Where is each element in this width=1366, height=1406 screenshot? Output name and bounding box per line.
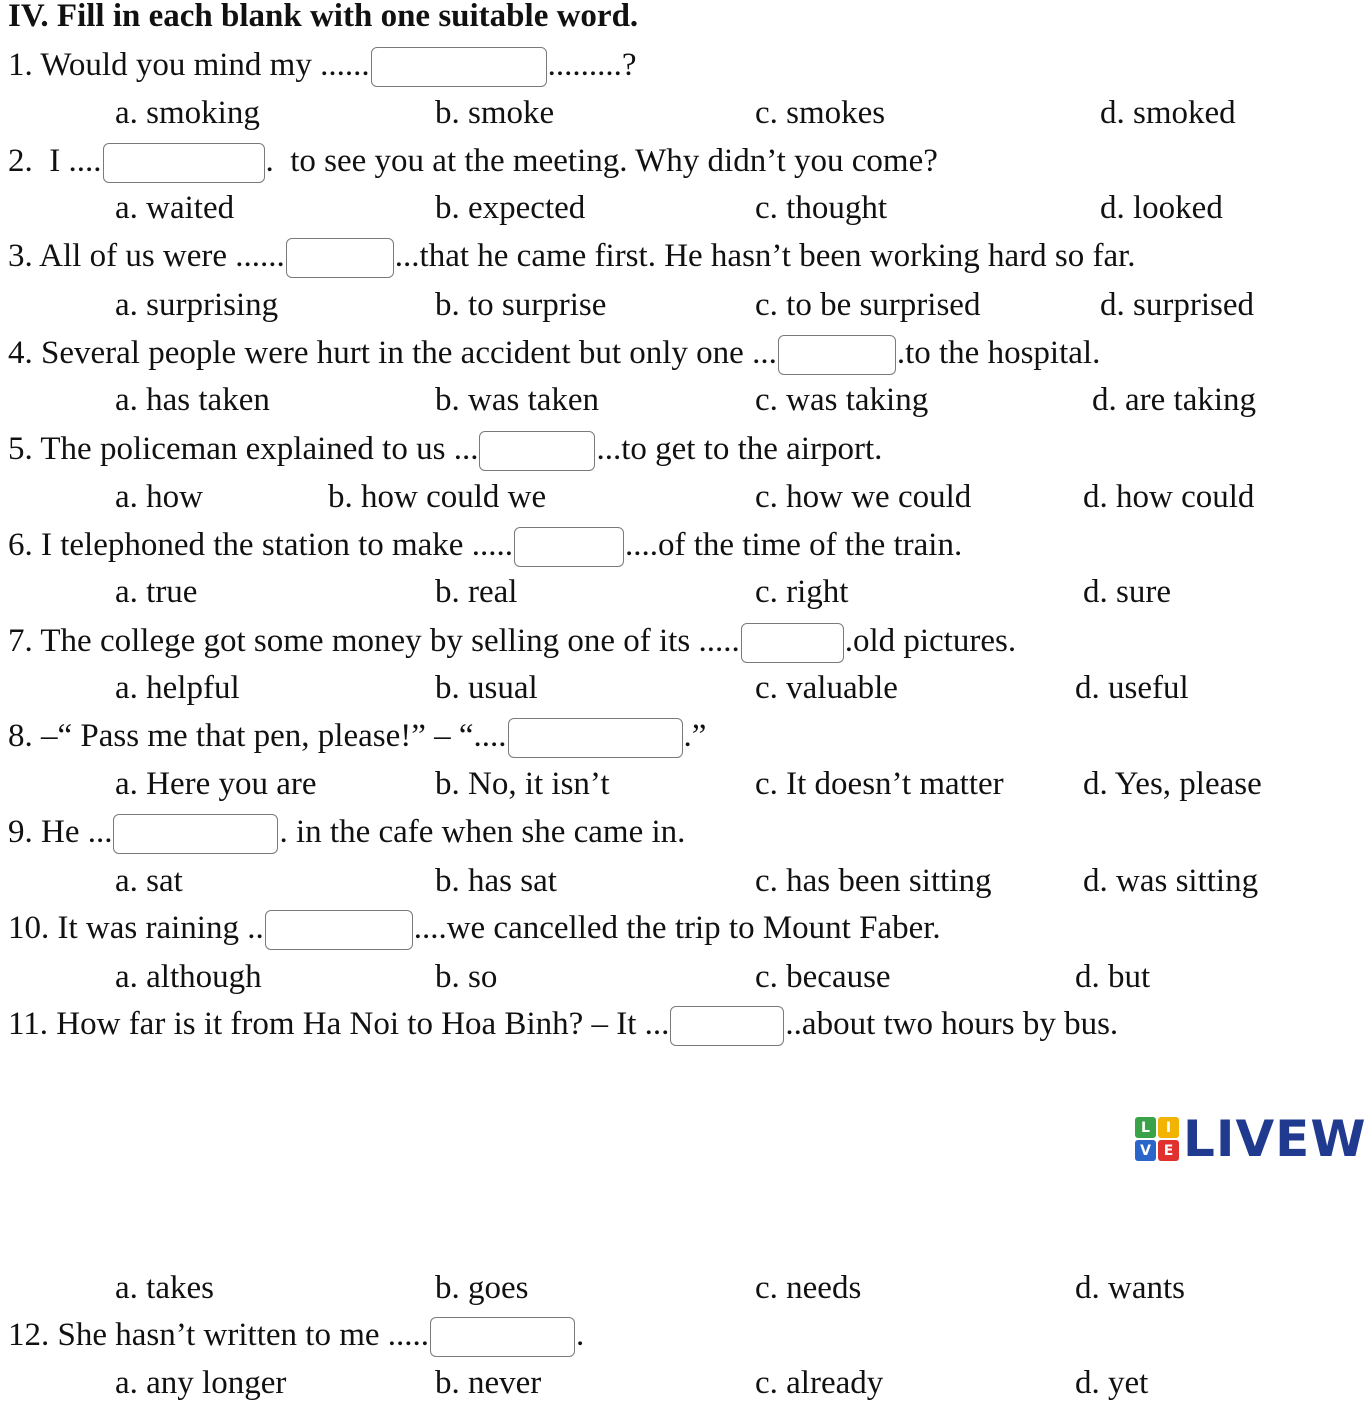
question-8 bbox=[8, 716, 706, 756]
question-9 bbox=[8, 812, 685, 852]
option-b[interactable]: b. how could we bbox=[328, 479, 547, 515]
question-12 bbox=[8, 1315, 584, 1355]
question-1 bbox=[8, 45, 637, 85]
question-6 bbox=[8, 525, 962, 565]
option-d[interactable]: d. looked bbox=[1100, 190, 1223, 226]
question-5 bbox=[8, 429, 882, 469]
question-11 bbox=[8, 1004, 1118, 1044]
option-b[interactable]: b. was taken bbox=[435, 382, 600, 418]
question-text: 7. The college got some money by selling one of its ..... bbox=[8, 623, 740, 659]
option-a[interactable]: a. true bbox=[115, 574, 198, 610]
option-b[interactable]: b. never bbox=[435, 1365, 542, 1401]
question-text: ....we cancelled the trip to Mount Faber. bbox=[413, 910, 941, 946]
option-c[interactable]: c. right bbox=[755, 574, 849, 610]
livevip-watermark-logo bbox=[1135, 1112, 1366, 1166]
question-text: 5. The policeman explained to us ... bbox=[8, 431, 479, 467]
question-text: 11. How far is it from Ha Noi to Hoa Binh? – It ... bbox=[8, 1006, 670, 1042]
option-a[interactable]: a. takes bbox=[115, 1270, 214, 1306]
option-b[interactable]: b. real bbox=[435, 574, 518, 610]
option-b[interactable]: b. to surprise bbox=[435, 287, 607, 323]
question-text: 2. I .... bbox=[8, 143, 102, 179]
option-b[interactable]: b. has sat bbox=[435, 863, 557, 899]
answer-blank-7[interactable] bbox=[741, 623, 844, 663]
option-c[interactable]: c. thought bbox=[755, 190, 887, 226]
answer-blank-1[interactable] bbox=[371, 47, 547, 87]
question-text: .old pictures. bbox=[844, 623, 1017, 659]
option-d[interactable]: d. useful bbox=[1075, 670, 1189, 706]
logo-grid-icon bbox=[1135, 1117, 1179, 1161]
question-text: 12. She hasn’t written to me ..... bbox=[8, 1317, 430, 1353]
question-text: 4. Several people were hurt in the accident but only one ... bbox=[8, 335, 777, 371]
option-c[interactable]: c. needs bbox=[755, 1270, 862, 1306]
question-text: 8. –“ Pass me that pen, please!” – “.... bbox=[8, 718, 507, 754]
question-text: . in the cafe when she came in. bbox=[279, 814, 686, 850]
option-a[interactable]: a. helpful bbox=[115, 670, 240, 706]
question-text: ...that he came first. He hasn’t been working hard so far. bbox=[394, 238, 1136, 274]
answer-blank-9[interactable] bbox=[113, 814, 278, 854]
answer-blank-11[interactable] bbox=[670, 1006, 784, 1046]
question-text: ...to get to the airport. bbox=[596, 431, 883, 467]
option-b[interactable]: b. smoke bbox=[435, 95, 555, 131]
logo-tile: I bbox=[1158, 1117, 1179, 1138]
answer-blank-3[interactable] bbox=[286, 238, 394, 278]
option-a[interactable]: a. how bbox=[115, 479, 203, 515]
option-b[interactable]: b. No, it isn’t bbox=[435, 766, 610, 802]
logo-tile: V bbox=[1135, 1140, 1156, 1161]
question-text: ....of the time of the train. bbox=[624, 527, 963, 563]
option-c[interactable]: c. already bbox=[755, 1365, 884, 1401]
option-d[interactable]: d. Yes, please bbox=[1083, 766, 1262, 802]
option-a[interactable]: a. has taken bbox=[115, 382, 270, 418]
logo-wordmark: LIVEW bbox=[1183, 1110, 1366, 1168]
answer-blank-8[interactable] bbox=[508, 718, 683, 758]
option-b[interactable]: b. expected bbox=[435, 190, 586, 226]
question-7 bbox=[8, 621, 1016, 661]
option-c[interactable]: c. smokes bbox=[755, 95, 886, 131]
exercise-heading: IV. Fill in each blank with one suitable word. bbox=[8, 0, 639, 34]
question-2 bbox=[8, 141, 938, 181]
answer-blank-5[interactable] bbox=[479, 431, 595, 471]
option-d[interactable]: d. but bbox=[1075, 959, 1151, 995]
option-d[interactable]: d. sure bbox=[1083, 574, 1171, 610]
answer-blank-4[interactable] bbox=[778, 335, 896, 375]
question-text: . bbox=[576, 1317, 585, 1353]
question-text: . to see you at the meeting. Why didn’t you come? bbox=[265, 143, 938, 179]
logo-tile: L bbox=[1135, 1117, 1156, 1138]
option-d[interactable]: d. yet bbox=[1075, 1365, 1149, 1401]
question-4 bbox=[8, 333, 1100, 373]
option-c[interactable]: c. It doesn’t matter bbox=[755, 766, 1004, 802]
option-a[interactable]: a. smoking bbox=[115, 95, 260, 131]
option-c[interactable]: c. was taking bbox=[755, 382, 929, 418]
option-b[interactable]: b. so bbox=[435, 959, 498, 995]
answer-blank-10[interactable] bbox=[265, 910, 413, 950]
question-text: .........? bbox=[547, 47, 637, 83]
option-a[interactable]: a. sat bbox=[115, 863, 183, 899]
option-d[interactable]: d. wants bbox=[1075, 1270, 1185, 1306]
question-text: .to the hospital. bbox=[896, 335, 1101, 371]
answer-blank-6[interactable] bbox=[514, 527, 624, 567]
question-3 bbox=[8, 236, 1136, 276]
option-a[interactable]: a. any longer bbox=[115, 1365, 287, 1401]
option-a[interactable]: a. surprising bbox=[115, 287, 279, 323]
option-d[interactable]: d. are taking bbox=[1092, 382, 1257, 418]
option-d[interactable]: d. how could bbox=[1083, 479, 1255, 515]
logo-tile: E bbox=[1158, 1140, 1179, 1161]
option-c[interactable]: c. has been sitting bbox=[755, 863, 992, 899]
option-c[interactable]: c. how we could bbox=[755, 479, 972, 515]
question-text: 1. Would you mind my ...... bbox=[8, 47, 370, 83]
option-a[interactable]: a. Here you are bbox=[115, 766, 317, 802]
answer-blank-2[interactable] bbox=[103, 143, 265, 183]
option-d[interactable]: d. was sitting bbox=[1083, 863, 1259, 899]
question-text: 3. All of us were ...... bbox=[8, 238, 285, 274]
answer-blank-12[interactable] bbox=[430, 1317, 575, 1357]
question-text: 6. I telephoned the station to make ..... bbox=[8, 527, 513, 563]
option-d[interactable]: d. smoked bbox=[1100, 95, 1236, 131]
question-text: .” bbox=[683, 718, 707, 754]
option-c[interactable]: c. because bbox=[755, 959, 891, 995]
option-c[interactable]: c. to be surprised bbox=[755, 287, 981, 323]
option-a[interactable]: a. waited bbox=[115, 190, 235, 226]
option-d[interactable]: d. surprised bbox=[1100, 287, 1254, 323]
question-text: ..about two hours by bus. bbox=[785, 1006, 1119, 1042]
question-text: 9. He ... bbox=[8, 814, 113, 850]
option-c[interactable]: c. valuable bbox=[755, 670, 898, 706]
option-a[interactable]: a. although bbox=[115, 959, 262, 995]
question-10 bbox=[8, 908, 941, 948]
question-text: 10. It was raining .. bbox=[8, 910, 264, 946]
option-b[interactable]: b. usual bbox=[435, 670, 538, 706]
option-b[interactable]: b. goes bbox=[435, 1270, 529, 1306]
